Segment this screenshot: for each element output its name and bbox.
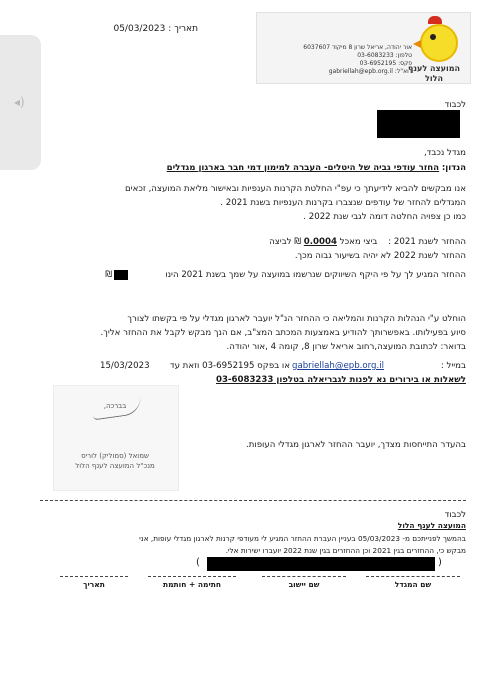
grower-input-line[interactable] (366, 576, 460, 577)
questions-line: לשאלות או בירורים נא לפנות לגבריאלה בטלפון 03-6083233 (215, 375, 466, 385)
redacted-recipient (377, 110, 460, 138)
chicken-eye (430, 34, 436, 40)
email-line (282, 68, 412, 75)
col-date: תאריך (83, 580, 105, 589)
greeting: לכבוד (444, 100, 466, 110)
rate-row-2022: ההחזר לשנת 2022 לא יהיה בשיעור גבוה מכך. (294, 251, 466, 261)
signature-input-line[interactable] (148, 576, 236, 577)
rate-label: ההחזר לשנת 2021 : (388, 237, 466, 247)
date-value: 05/03/2023 (113, 24, 166, 34)
chicken-comb (428, 16, 442, 24)
para2-line3: בדואר: לכתובת המועצה,רחוב אריאל שרון 8, קומה 4 ,אור יהודה. (226, 342, 466, 352)
subject-label: הנדון: (441, 163, 466, 173)
sound-icon: ◂) (14, 95, 25, 109)
org-name: המועצה לענף הלול (407, 64, 461, 83)
col-grower: שם המגדל (394, 580, 432, 589)
date-line (113, 24, 198, 34)
para1-line1: אנו מבקשים להביא לידיעתך כי עפ"י החלטת הקרנות הענפיות ובאישור מליאת המועצה, זכאים (124, 184, 466, 194)
para1-line2: המגדלים להחזר של עודפים שנצברו בקרנות הענפיות בשנת 2021 . (220, 198, 466, 208)
rate-product: ביצי מאכל (339, 237, 378, 247)
reply-line2: מבקש כי, ההחזרים בגין 2021 וכן ההחזרים בגין שנת 2022 יועברו ישירות אלי. (225, 546, 466, 555)
rate-unit: ₪ לביצה (269, 237, 302, 247)
redacted-amount (114, 270, 128, 280)
address-line-2: טלפון: 03-6083233 (357, 52, 412, 59)
para2-line2: סיוע בפעילותו. באפשרותך להודיע באמצעות המכתב המצ"ב, אם הנך מבקש לקבל את ההחזר אליך. (100, 328, 466, 338)
signature-name: שמואל (סמוליק) לוריס (81, 452, 149, 460)
para1-line3: כמו כן צפויה החלטה דומה לגבי שנת 2022 . (303, 212, 466, 222)
chicken-beak (413, 40, 421, 48)
rate-row-2021 (180, 237, 466, 247)
header-email: gabriellah@epb.org.il (328, 68, 393, 75)
deadline-date: 15/03/2023 (100, 361, 150, 371)
redacted-grower-details (207, 557, 435, 571)
contact-email-link[interactable]: gabriellah@epb.org.il (292, 361, 384, 371)
settlement-input-line[interactable] (262, 576, 346, 577)
date-input-line[interactable] (60, 576, 128, 577)
paren-open: ( (196, 557, 200, 568)
date-label: תאריך : (168, 24, 198, 34)
reply-to: המועצה לענף הלול (397, 521, 466, 530)
subject-line (100, 163, 466, 173)
rate-value: 0.0004 (303, 237, 337, 247)
email-label: דוא"ל: (394, 68, 412, 75)
entitlement-currency: ₪ (105, 270, 112, 280)
signature-title: מנכ"ל המועצה לענף הלול (75, 462, 155, 470)
salutation: מגדל נכבד, (423, 148, 466, 158)
no-reply-line: בהעדר התייחסות מצדך, יועבר ההחזר לארגון מגדלי העופות. (245, 440, 466, 450)
paren-close: ) (438, 557, 442, 568)
cut-line (40, 500, 466, 501)
col-signature: חתימה + חותמת (163, 580, 221, 589)
signature-closing: בברכה, (103, 402, 127, 410)
reply-line1: בהמשך לפנייתכם מ- 05/03/2023 בעניין העברת ההחזר המגיע לי מעודפי קרנות לארגון מגדלי עופות, אני (139, 534, 466, 543)
subject-text: החזר עודפי גביה של היטלים- העברה למימון דמי חבר בארגון מגדלים (166, 163, 440, 173)
address-line-3: פקס: 03-6952195 (359, 60, 412, 67)
entitlement-row: ההחזר המגיע לך על פי היקף השיווקים שנרשמו במועצה על שמך בשנת 2021 הינו (165, 270, 466, 280)
col-settlement: שם יישוב (288, 580, 320, 589)
chicken-logo-icon (420, 24, 458, 62)
para2-line1: הוחלט ע"י הנהלות הקרנות והמליאה כי ההחזר הנ"ל יועבר לארגון מגדלי על פי בקשתו לצורך (127, 314, 466, 324)
email-prefix: במייל : (440, 361, 466, 371)
reply-greeting: לכבוד (444, 510, 466, 520)
address-line-1: אור יהודה, אריאל שרון 8 מיקוד 6037607 (303, 44, 412, 51)
fax-text: או בפקס 03-6952195 וזאת עד (169, 361, 290, 371)
